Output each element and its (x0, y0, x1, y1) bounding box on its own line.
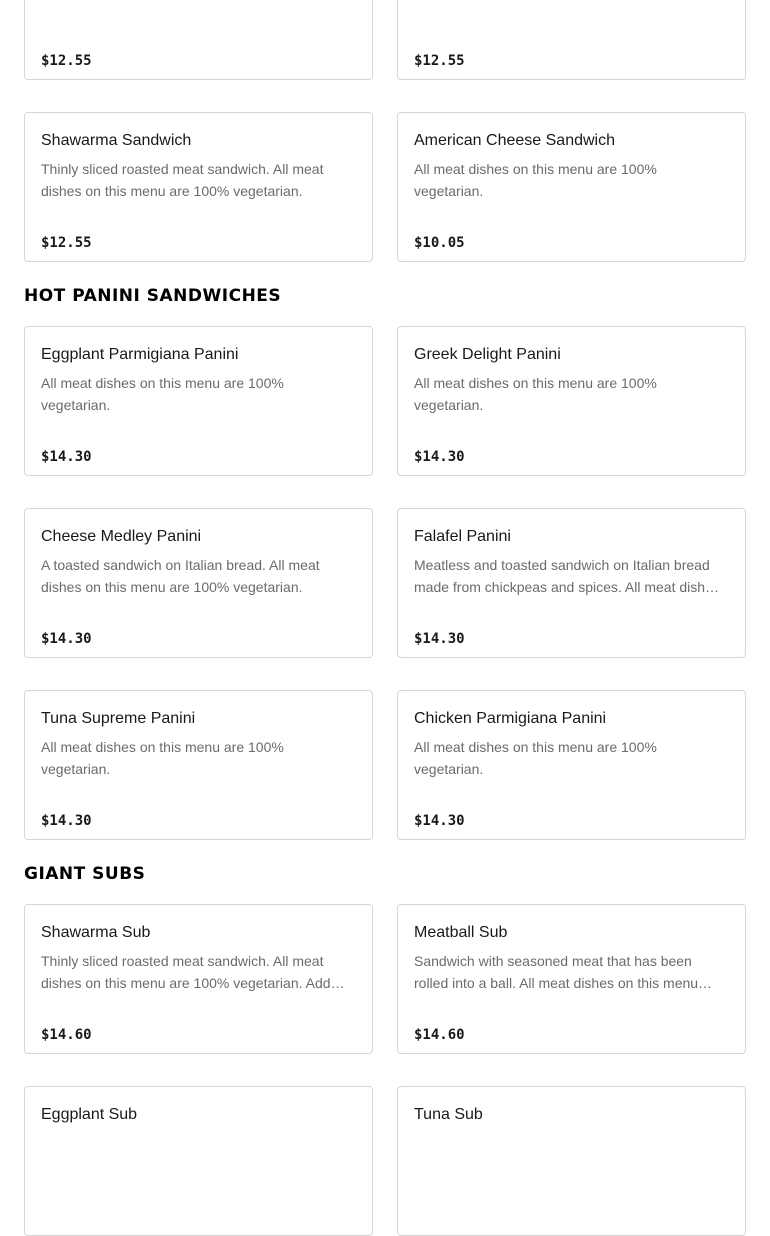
section-heading: HOT PANINI SANDWICHES (24, 286, 282, 306)
menu-item-card[interactable] (397, 112, 746, 262)
menu-item-card[interactable] (397, 508, 746, 658)
menu-item-price: $14.60 (41, 1027, 92, 1043)
menu-item-description: Thinly sliced roasted meat sandwich. All meat dishes on this menu are 100% vegetarian. (41, 161, 324, 199)
menu-item-price: $12.55 (414, 53, 465, 69)
menu-item-price: $14.30 (41, 449, 92, 465)
menu-item-title: Chicken Parmigiana Panini (414, 710, 607, 727)
menu-item-title: Tuna Sub (414, 1106, 483, 1123)
menu-item-price: $14.30 (414, 449, 465, 465)
menu-item-price: $14.30 (41, 631, 92, 647)
menu-item-description (414, 1132, 729, 1176)
menu-row (24, 326, 746, 476)
menu-item-price: $14.30 (414, 813, 465, 829)
menu-item-card[interactable] (397, 690, 746, 840)
menu-item-description: A toasted sandwich on Italian bread. All meat dishes on this menu are 100% vegetarian. (41, 557, 320, 595)
menu-item-title: Eggplant Parmigiana Panini (41, 346, 239, 363)
menu-item-card[interactable] (397, 0, 746, 80)
menu-row (24, 0, 746, 80)
menu-item-card[interactable] (24, 1086, 373, 1236)
menu-item-price: $14.60 (414, 1027, 465, 1043)
menu-item-title: Tuna Supreme Panini (41, 710, 196, 727)
menu-item-card[interactable] (24, 904, 373, 1054)
menu-item-card[interactable] (24, 0, 373, 80)
menu-item-price: $12.55 (41, 53, 92, 69)
menu-item-description: All meat dishes on this menu are 100% vegetarian. (41, 739, 284, 777)
menu-item-title: Eggplant Sub (41, 1106, 138, 1123)
menu-row (24, 904, 746, 1054)
menu-item-title: Shawarma Sub (41, 924, 151, 941)
menu-item-description: Thinly sliced roasted meat sandwich. All meat dishes on this menu are 100% vegetarian. Add… (41, 953, 345, 991)
menu-item-price: $12.55 (41, 235, 92, 251)
menu-item-description: All meat dishes on this menu are 100% vegetarian. (41, 375, 284, 413)
menu-item-title: Cheese Medley Panini (41, 528, 202, 545)
menu-row (24, 690, 746, 840)
menu-item-description: Meatless and toasted sandwich on Italian bread made from chickpeas and spices. All meat dish… (414, 557, 720, 595)
section-heading: GIANT SUBS (24, 864, 146, 884)
menu-item-description (41, 0, 356, 20)
menu-item-card[interactable] (24, 508, 373, 658)
menu-item-card[interactable] (24, 326, 373, 476)
menu-item-card[interactable] (24, 690, 373, 840)
menu-item-description: All meat dishes on this menu are 100% vegetarian. (414, 739, 657, 777)
menu-item-card[interactable] (24, 112, 373, 262)
menu-item-title: Shawarma Sandwich (41, 132, 192, 149)
menu-row (24, 112, 746, 262)
menu-item-price: $14.30 (414, 631, 465, 647)
menu-item-title: Falafel Panini (414, 528, 511, 545)
menu-item-title: Greek Delight Panini (414, 346, 561, 363)
menu-item-price: $14.30 (41, 813, 92, 829)
menu-item-description: All meat dishes on this menu are 100% vegetarian. (414, 375, 657, 413)
menu-item-card[interactable] (397, 326, 746, 476)
menu-item-description: Sandwich with seasoned meat that has been rolled into a ball. All meat dishes on this menu… (414, 953, 713, 991)
menu-item-description: All meat dishes on this menu are 100% vegetarian. (414, 161, 657, 199)
menu-item-description (414, 0, 729, 20)
menu-item-description (41, 1132, 356, 1176)
menu-item-price: $10.05 (414, 235, 465, 251)
menu-item-title: American Cheese Sandwich (414, 132, 615, 149)
menu-item-title: Meatball Sub (414, 924, 508, 941)
menu-item-card[interactable] (397, 1086, 746, 1236)
menu-item-card[interactable] (397, 904, 746, 1054)
menu-row (24, 508, 746, 658)
menu-row (24, 1086, 746, 1236)
